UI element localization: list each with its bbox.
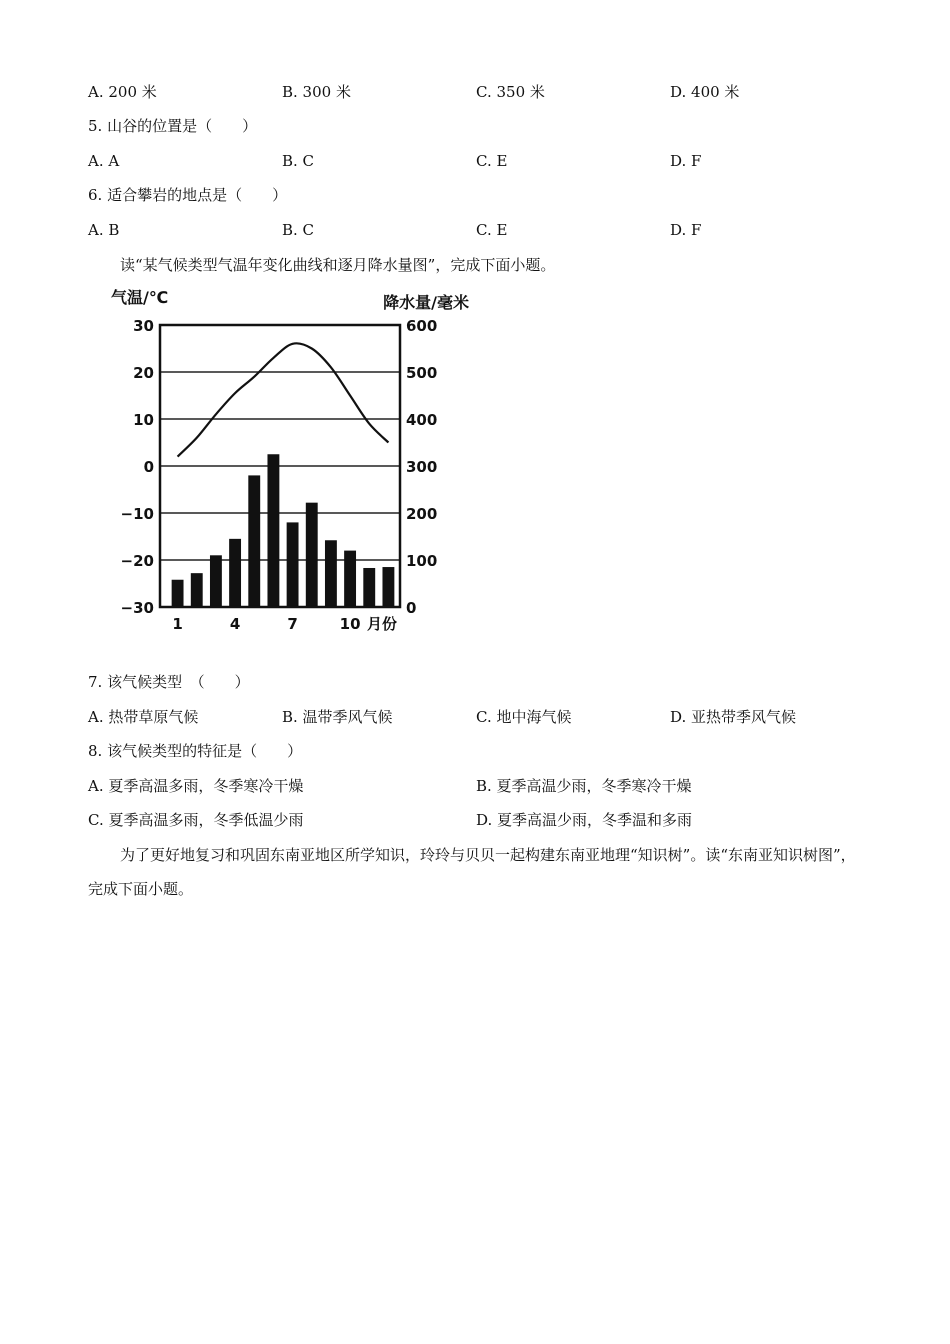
temperature-tick-label: 30 bbox=[133, 317, 154, 335]
sea-intro: 为了更好地复习和巩固东南亚地区所学知识，玲玲与贝贝一起构建东南亚地理“知识树”。读“东南亚知识树图”，完成下面小题。 bbox=[88, 846, 856, 898]
month-tick-label: 4 bbox=[229, 615, 241, 633]
q7-stem: 7. 该气候类型 （ ） bbox=[88, 673, 250, 691]
q4-option-d[interactable]: D. 400 米 bbox=[670, 83, 740, 101]
q6-option-c[interactable]: C. E bbox=[476, 221, 508, 239]
q6-option-d[interactable]: D. F bbox=[670, 221, 702, 239]
temperature-tick-label: 0 bbox=[143, 458, 154, 476]
right-axis-label: 降水量/毫米 bbox=[383, 293, 469, 312]
q6-option-a[interactable]: A. B bbox=[88, 221, 120, 239]
precipitation-tick-label: 400 bbox=[406, 411, 438, 429]
temperature-tick-label: 10 bbox=[133, 411, 154, 429]
temperature-tick-label: −20 bbox=[120, 552, 154, 570]
q7-option-d[interactable]: D. 亚热带季风气候 bbox=[670, 708, 797, 726]
q8-option-d[interactable]: D. 夏季高温少雨，冬季温和多雨 bbox=[476, 811, 693, 829]
precipitation-bar bbox=[172, 580, 184, 607]
q5-option-a[interactable]: A. A bbox=[88, 152, 120, 170]
q8-option-c[interactable]: C. 夏季高温多雨，冬季低温少雨 bbox=[88, 811, 304, 829]
precipitation-bar bbox=[267, 454, 279, 607]
precipitation-tick-label: 500 bbox=[406, 364, 438, 382]
precipitation-bar bbox=[229, 539, 241, 607]
precipitation-bar bbox=[248, 475, 260, 607]
precipitation-bar bbox=[191, 573, 203, 607]
temperature-tick-label: −10 bbox=[120, 505, 154, 523]
month-tick-label: 7 bbox=[287, 615, 298, 633]
climate-chart bbox=[105, 280, 475, 640]
climate-intro: 读“某气候类型气温年变化曲线和逐月降水量图”，完成下面小题。 bbox=[120, 256, 556, 274]
q4-option-a[interactable]: A. 200 米 bbox=[88, 83, 157, 101]
precipitation-bar bbox=[325, 540, 337, 607]
precipitation-bar bbox=[287, 522, 299, 607]
q5-option-d[interactable]: D. F bbox=[670, 152, 702, 170]
precipitation-bar bbox=[306, 503, 318, 607]
q4-option-c[interactable]: C. 350 米 bbox=[476, 83, 545, 101]
month-tick-label: 10 bbox=[339, 615, 361, 633]
precipitation-bar bbox=[382, 567, 394, 607]
q7-option-c[interactable]: C. 地中海气候 bbox=[476, 708, 572, 726]
q7-option-b[interactable]: B. 温带季风气候 bbox=[282, 708, 393, 726]
x-axis-label: 月份 bbox=[367, 615, 398, 633]
precipitation-tick-label: 0 bbox=[406, 599, 417, 617]
precipitation-tick-label: 100 bbox=[406, 552, 438, 570]
month-tick-label: 1 bbox=[172, 615, 183, 633]
precipitation-bar bbox=[210, 555, 222, 607]
q6-stem: 6. 适合攀岩的地点是（ ） bbox=[88, 186, 288, 204]
precipitation-tick-label: 200 bbox=[406, 505, 438, 523]
temperature-line bbox=[178, 343, 389, 456]
q8-option-b[interactable]: B. 夏季高温少雨，冬季寒冷干燥 bbox=[476, 777, 692, 795]
temperature-tick-label: −30 bbox=[120, 599, 154, 617]
q5-stem: 5. 山谷的位置是（ ） bbox=[88, 117, 258, 135]
q4-option-b[interactable]: B. 300 米 bbox=[282, 83, 351, 101]
precipitation-tick-label: 600 bbox=[406, 317, 438, 335]
precipitation-bar bbox=[363, 568, 375, 607]
precipitation-bar bbox=[344, 551, 356, 607]
q7-option-a[interactable]: A. 热带草原气候 bbox=[88, 708, 199, 726]
q6-option-b[interactable]: B. C bbox=[282, 221, 315, 239]
q5-option-c[interactable]: C. E bbox=[476, 152, 508, 170]
temperature-tick-label: 20 bbox=[133, 364, 154, 382]
left-axis-label: 气温/℃ bbox=[111, 288, 169, 307]
q8-stem: 8. 该气候类型的特征是（ ） bbox=[88, 742, 303, 760]
q8-option-a[interactable]: A. 夏季高温多雨，冬季寒冷干燥 bbox=[88, 777, 304, 795]
precipitation-tick-label: 300 bbox=[406, 458, 438, 476]
q5-option-b[interactable]: B. C bbox=[282, 152, 315, 170]
